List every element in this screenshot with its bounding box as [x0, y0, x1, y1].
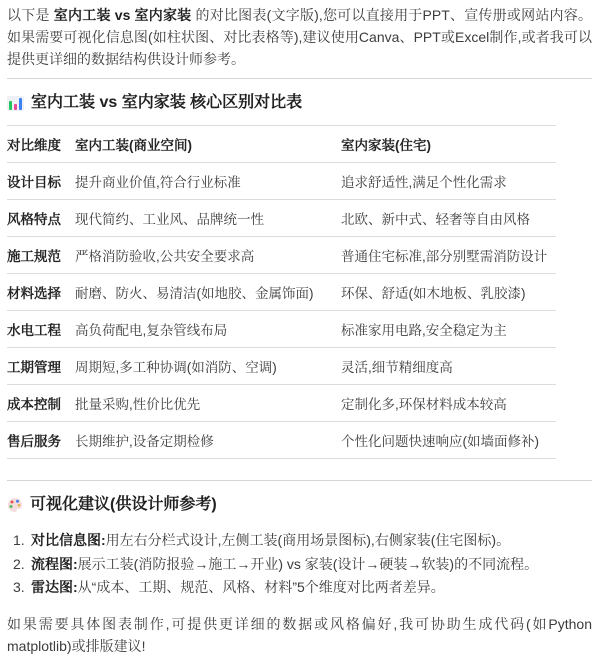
list-item [13, 529, 592, 553]
header-commercial: 室内工装(商业空间) [75, 126, 341, 163]
header-dimension: 对比维度 [7, 126, 75, 163]
closing-paragraph: 如果需要具体图表制作,可提供更详细的数据或风格偏好,我可协助生成代码(如Python matplotlib)或排版建议! [7, 615, 592, 654]
row-dimension: 施工规范 [7, 237, 75, 274]
list-item-label: 对比信息图: [31, 532, 106, 548]
row-dimension: 材料选择 [7, 274, 75, 311]
row-commercial: 提升商业价值,符合行业标准 [75, 163, 341, 200]
list-item-text: 展示工装(消防报验→施工→开业) vs 家装(设计→硬装→软装)的不同流程。 [77, 555, 539, 572]
suggestions-list [13, 529, 592, 600]
palette-icon [7, 497, 23, 513]
list-item-number: 2. [13, 555, 25, 572]
bar-chart-icon [7, 96, 24, 111]
table-row [7, 422, 556, 459]
table-row [7, 237, 556, 274]
row-commercial: 高负荷配电,复杂管线布局 [75, 311, 341, 348]
table-section-heading [7, 92, 592, 114]
header-residential: 室内家装(住宅) [341, 126, 556, 163]
intro-paragraph [7, 4, 592, 70]
row-residential: 定制化多,环保材料成本较高 [341, 385, 556, 422]
row-commercial: 周期短,多工种协调(如消防、空调) [75, 348, 341, 385]
table-section-title: 室内工装 vs 室内家装 核心区别对比表 [31, 94, 303, 111]
list-item-text: 从“成本、工期、规范、风格、材料”5个维度对比两者差异。 [77, 579, 445, 595]
row-dimension: 成本控制 [7, 385, 75, 422]
list-item [13, 576, 592, 600]
row-dimension: 风格特点 [7, 200, 75, 237]
intro-pre: 以下是 [7, 7, 54, 23]
intro-post: 的对比图表(文字版),您可以直接用于PPT、宣传册或网站内容。如果需要可视化信息图(如柱状图、对比表格等),建议使用Canva、PPT或Excel制作,或者我可以提供更详细的数据结构供设计师参考。 [7, 7, 592, 67]
row-residential: 追求舒适性,满足个性化需求 [341, 163, 556, 200]
row-dimension: 售后服务 [7, 422, 75, 459]
table-row [7, 274, 556, 311]
row-residential: 个性化问题快速响应(如墙面修补) [341, 422, 556, 459]
suggestions-section-heading [7, 494, 592, 516]
row-residential: 灵活,细节精细度高 [341, 348, 556, 385]
row-commercial: 长期维护,设备定期检修 [75, 422, 341, 459]
table-row [7, 200, 556, 237]
table-header-row [7, 126, 556, 163]
list-item-label: 流程图: [31, 555, 78, 572]
list-item-number: 3. [13, 579, 25, 595]
row-dimension: 工期管理 [7, 348, 75, 385]
section-divider [7, 78, 592, 79]
row-dimension: 设计目标 [7, 163, 75, 200]
list-item [13, 553, 592, 577]
row-residential: 标准家用电路,安全稳定为主 [341, 311, 556, 348]
comparison-table [7, 125, 556, 459]
row-residential: 普通住宅标准,部分别墅需消防设计 [341, 237, 556, 274]
list-item-text: 用左右分栏式设计,左侧工装(商用场景图标),右侧家装(住宅图标)。 [105, 532, 511, 548]
row-residential: 北欧、新中式、轻奢等自由风格 [341, 200, 556, 237]
list-item-label: 雷达图: [31, 579, 78, 595]
row-commercial: 耐磨、防火、易清洁(如地胶、金属饰面) [75, 274, 341, 311]
section-divider [7, 480, 592, 481]
table-row [7, 385, 556, 422]
row-dimension: 水电工程 [7, 311, 75, 348]
table-row [7, 311, 556, 348]
table-row [7, 348, 556, 385]
row-commercial: 现代简约、工业风、品牌统一性 [75, 200, 341, 237]
suggestions-section-title: 可视化建议(供设计师参考) [30, 496, 217, 513]
row-commercial: 严格消防验收,公共安全要求高 [75, 237, 341, 274]
row-commercial: 批量采购,性价比优先 [75, 385, 341, 422]
list-item-number: 1. [13, 532, 25, 548]
intro-bold: 室内工装 vs 室内家装 [53, 7, 192, 23]
table-row [7, 163, 556, 200]
row-residential: 环保、舒适(如木地板、乳胶漆) [341, 274, 556, 311]
